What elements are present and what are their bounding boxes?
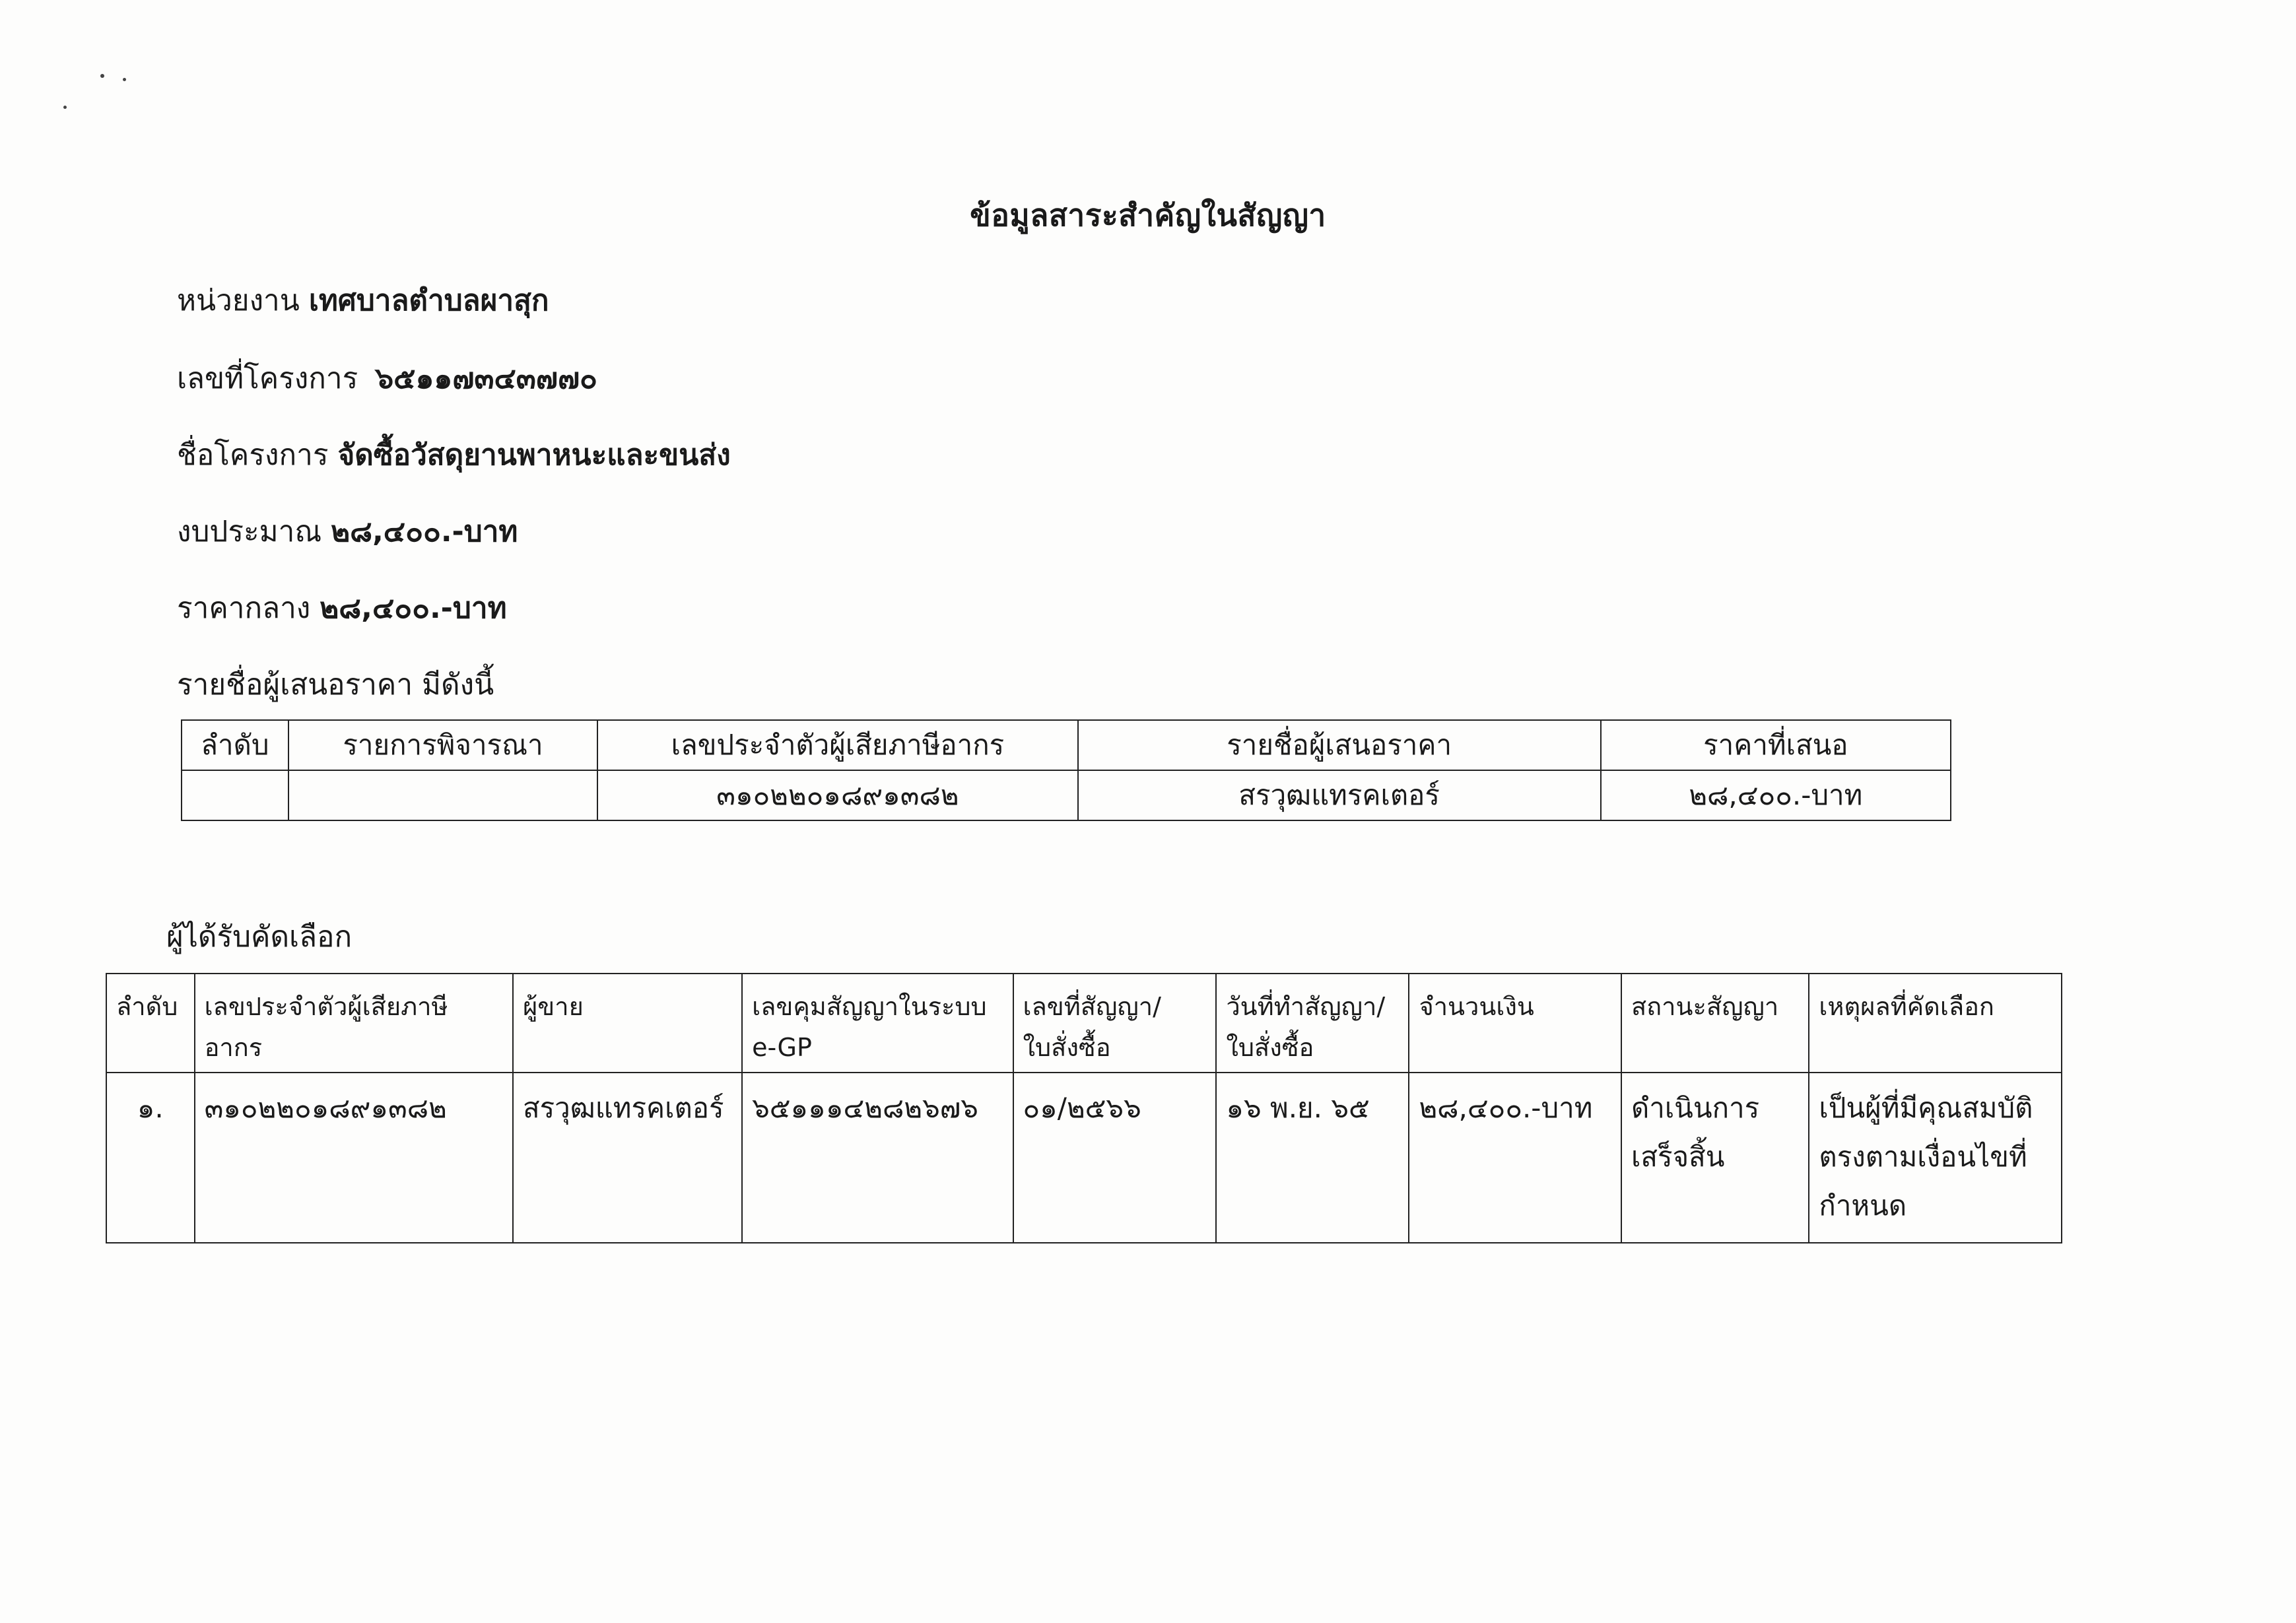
selected-col-reason: เหตุผลที่คัดเลือก: [1809, 974, 2062, 1073]
bidder-name-cell: สรวุฒแทรคเตอร์: [1078, 770, 1601, 820]
selected-taxid-cell: ๓๑๐๒๒๐๑๘๙๑๓๘๒: [195, 1073, 513, 1243]
bidders-header-row: [182, 720, 1951, 770]
selected-status-cell: ดำเนินการเสร็จสิ้น: [1621, 1073, 1809, 1243]
selected-contract-date-cell: ๑๖ พ.ย. ๖๕: [1216, 1073, 1409, 1243]
project-number-value: ๖๕๑๑๗๓๔๓๗๗๐: [375, 362, 597, 395]
bidders-intro-text: รายชื่อผู้เสนอราคา มีดังนี้: [177, 668, 494, 702]
selected-egp-number-cell: ๖๕๑๑๑๔๒๘๒๖๗๖: [742, 1073, 1013, 1243]
median-price-value: ๒๘,๔๐๐.-บาท: [320, 591, 507, 625]
selected-col-status: สถานะสัญญา: [1621, 974, 1809, 1073]
project-name-label: ชื่อโครงการ: [177, 438, 329, 472]
table-row: [106, 1073, 2062, 1243]
selected-col-amount: จำนวนเงิน: [1409, 974, 1621, 1073]
selected-contract-number-cell: ๐๑/๒๕๖๖: [1013, 1073, 1217, 1243]
project-name-field: [177, 432, 731, 478]
budget-label: งบประมาณ: [177, 515, 322, 548]
selected-col-taxid: เลขประจำตัวผู้เสียภาษีอากร: [195, 974, 513, 1073]
document-title: ข้อมูลสาระสำคัญในสัญญา: [970, 197, 1326, 233]
project-number-label: เลขที่โครงการ: [177, 362, 358, 395]
selected-reason-cell: เป็นผู้ที่มีคุณสมบัติตรงตามเงื่อนไขที่กำหนด: [1809, 1073, 2062, 1243]
selected-table: [106, 973, 2062, 1243]
selected-col-egp-number: เลขคุมสัญญาในระบบ e-GP: [742, 974, 1013, 1073]
bidders-table: [181, 719, 1951, 821]
bidders-col-taxid: เลขประจำตัวผู้เสียภาษีอากร: [597, 720, 1078, 770]
bidder-taxid-cell: ๓๑๐๒๒๐๑๘๙๑๓๘๒: [597, 770, 1078, 820]
budget-field: [177, 508, 518, 554]
table-row: [182, 770, 1951, 820]
agency-value: เทศบาลตำบลผาสุก: [308, 284, 549, 317]
project-name-value: จัดซื้อวัสดุยานพาหนะและขนส่ง: [337, 438, 731, 472]
agency-label: หน่วยงาน: [177, 284, 300, 317]
selected-section-label: ผู้ได้รับคัดเลือก: [166, 920, 353, 954]
selected-col-order: ลำดับ: [106, 974, 195, 1073]
selected-col-contract-date: วันที่ทำสัญญา/ ใบสั่งซื้อ: [1216, 974, 1409, 1073]
selected-order-cell: ๑.: [106, 1073, 195, 1243]
project-number-field: [177, 355, 597, 401]
bidders-intro: [177, 661, 494, 708]
selected-amount-cell: ๒๘,๔๐๐.-บาท: [1409, 1073, 1621, 1243]
budget-value: ๒๘,๔๐๐.-บาท: [331, 515, 518, 548]
selected-header-row: [106, 974, 2062, 1073]
selected-col-contract-number: เลขที่สัญญา/ ใบสั่งซื้อ: [1013, 974, 1217, 1073]
bidders-col-name: รายชื่อผู้เสนอราคา: [1078, 720, 1601, 770]
scan-speck: [63, 106, 67, 109]
selected-seller-cell: สรวุฒแทรคเตอร์: [513, 1073, 742, 1243]
selected-col-seller: ผู้ขาย: [513, 974, 742, 1073]
bidder-price-cell: ๒๘,๔๐๐.-บาท: [1601, 770, 1951, 820]
bidders-col-order: ลำดับ: [182, 720, 288, 770]
agency-field: [177, 277, 549, 323]
median-price-field: [177, 585, 507, 631]
bidder-order-cell: [182, 770, 288, 820]
bidders-col-item: รายการพิจารณา: [288, 720, 597, 770]
bidders-col-price: ราคาที่เสนอ: [1601, 720, 1951, 770]
bidder-item-cell: [288, 770, 597, 820]
scan-speck: [123, 78, 126, 81]
scan-speck: [100, 74, 104, 78]
median-price-label: ราคากลาง: [177, 591, 311, 625]
